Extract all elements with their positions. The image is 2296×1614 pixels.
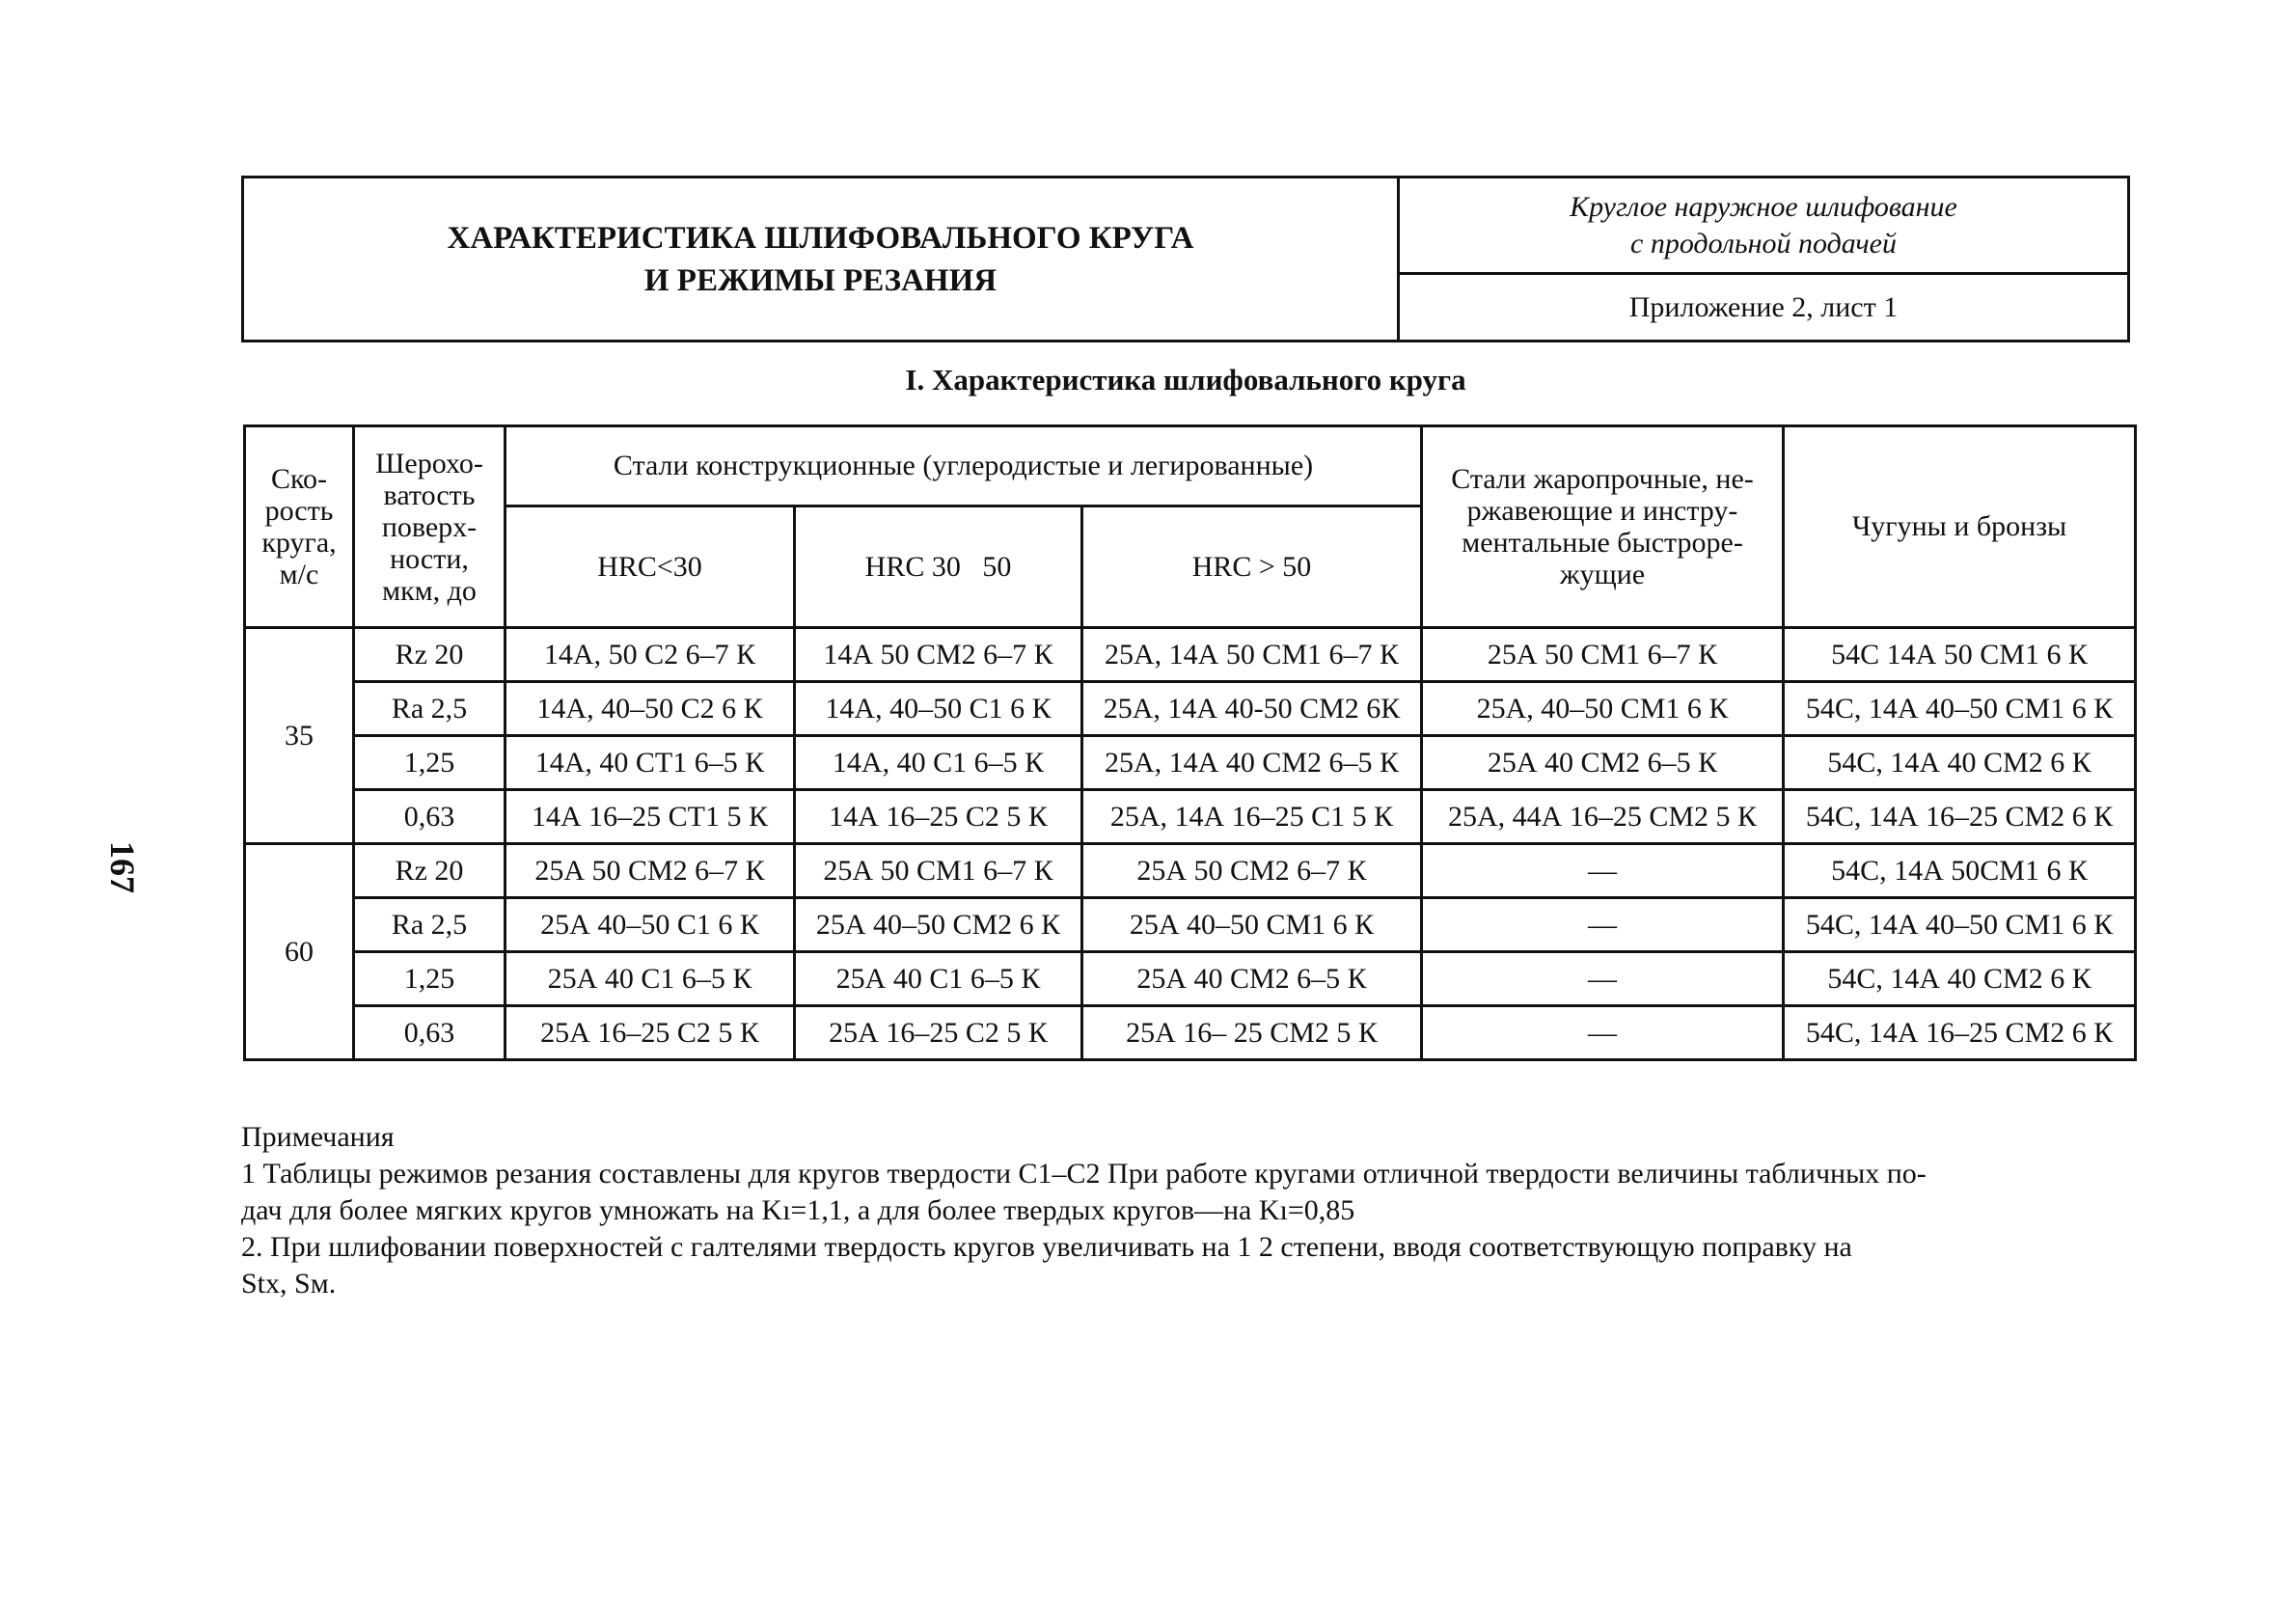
table-row: [245, 736, 2136, 790]
document-title-line-1: ХАРАКТЕРИСТИКА ШЛИФОВАЛЬНОГО КРУГА: [447, 220, 1194, 256]
roughness-cell: 0,63: [354, 1006, 506, 1060]
section-title: I. Характеристика шлифовального круга: [905, 363, 1466, 397]
heat-resistant-cell: —: [1422, 898, 1784, 952]
header-roughness-line: поверх-: [381, 510, 478, 543]
grinding-wheel-table: [243, 424, 2137, 1061]
hrc1-cell: 25А 16–25 С2 5 К: [506, 1006, 795, 1060]
cast-iron-cell: 54С, 14А 40 СМ2 6 К: [1784, 952, 2136, 1006]
wheel-speed-cell: 35: [245, 628, 354, 844]
header-roughness-line: ватость: [383, 479, 476, 511]
roughness-cell: 1,25: [354, 736, 506, 790]
roughness-cell: Rz 20: [354, 844, 506, 898]
roughness-cell: Ra 2,5: [354, 898, 506, 952]
hrc2-cell: 25А 40–50 СМ2 6 К: [795, 898, 1082, 952]
table-row: [245, 952, 2136, 1006]
hrc3-cell: 25А 16– 25 СМ2 5 К: [1082, 1006, 1422, 1060]
header-heat-line: жущие: [1559, 559, 1646, 590]
header-heat-line: Стали жаропрочные, не-: [1451, 463, 1754, 495]
process-name-line-2: с продольной подачей: [1630, 227, 1897, 260]
hrc3-cell: 25А, 14А 50 СМ1 6–7 К: [1082, 628, 1422, 682]
document-header: [241, 176, 2130, 342]
table-row: [245, 628, 2136, 682]
table-row: [245, 682, 2136, 736]
header-hrc-30-50: HRC 30 50: [795, 506, 1082, 628]
cast-iron-cell: 54С, 14А 16–25 СМ2 6 К: [1784, 790, 2136, 844]
cast-iron-cell: 54С, 14А 40 СМ2 6 К: [1784, 736, 2136, 790]
hrc1-cell: 25А 40–50 С1 6 К: [506, 898, 795, 952]
header-heat-resistant-steels: [1422, 426, 1784, 628]
header-structural-steels: Стали конструкционные (углеродистые и легированные): [506, 426, 1422, 506]
hrc3-cell: 25А, 14А 40 СМ2 6–5 К: [1082, 736, 1422, 790]
roughness-cell: Ra 2,5: [354, 682, 506, 736]
hrc3-cell: 25А 40 СМ2 6–5 К: [1082, 952, 1422, 1006]
process-name-line-1: Круглое наружное шлифование: [1570, 190, 1957, 223]
header-roughness-line: ности,: [390, 542, 469, 575]
heat-resistant-cell: 25А, 40–50 СМ1 6 К: [1422, 682, 1784, 736]
process-name: [1400, 178, 2130, 275]
heat-resistant-cell: —: [1422, 844, 1784, 898]
heat-resistant-cell: 25А 50 СМ1 6–7 К: [1422, 628, 1784, 682]
hrc1-cell: 25А 40 С1 6–5 К: [506, 952, 795, 1006]
hrc1-cell: 14А, 40–50 С2 6 К: [506, 682, 795, 736]
heat-resistant-cell: —: [1422, 1006, 1784, 1060]
header-roughness: [354, 426, 506, 628]
hrc1-cell: 14А, 50 С2 6–7 К: [506, 628, 795, 682]
header-wheel-speed-line: м/с: [279, 559, 319, 590]
document-title-line-2: И РЕЖИМЫ РЕЗАНИЯ: [643, 262, 998, 298]
heat-resistant-cell: —: [1422, 952, 1784, 1006]
table-row: [245, 898, 2136, 952]
header-heat-line: ментальные быстроре-: [1462, 527, 1743, 559]
hrc3-cell: 25А 40–50 СМ1 6 К: [1082, 898, 1422, 952]
table-row: [245, 844, 2136, 898]
page-number: 167: [103, 841, 142, 893]
document-title: [244, 178, 1400, 340]
heat-resistant-cell: 25А, 44А 16–25 СМ2 5 К: [1422, 790, 1784, 844]
heat-resistant-cell: 25А 40 СМ2 6–5 К: [1422, 736, 1784, 790]
cast-iron-cell: 54С, 14А 50СМ1 6 К: [1784, 844, 2136, 898]
header-cast-iron-bronze: Чугуны и бронзы: [1784, 426, 2136, 628]
note-line: 2. При шлифовании поверхностей с галтелями твердость кругов увеличивать на 1 2 степени, вводя соответствующую поправку на: [241, 1231, 1852, 1263]
table-row: [245, 1006, 2136, 1060]
cast-iron-cell: 54С, 14А 40–50 СМ1 6 К: [1784, 682, 2136, 736]
hrc2-cell: 14А, 40–50 С1 6 К: [795, 682, 1082, 736]
hrc2-cell: 25А 50 СМ1 6–7 К: [795, 844, 1082, 898]
header-wheel-speed: [245, 426, 354, 628]
hrc3-cell: 25А 50 СМ2 6–7 К: [1082, 844, 1422, 898]
header-wheel-speed-line: рость: [264, 495, 334, 527]
header-wheel-speed-line: круга,: [261, 527, 337, 559]
appendix-label: Приложение 2, лист 1: [1400, 275, 2130, 340]
hrc2-cell: 25А 16–25 С2 5 К: [795, 1006, 1082, 1060]
cast-iron-cell: 54С 14А 50 СМ1 6 К: [1784, 628, 2136, 682]
note-line: дач для более мягких кругов умножать на Kı=1,1, а для более твердых кругов—на Kı=0,85: [241, 1194, 1355, 1226]
table-row: [245, 790, 2136, 844]
hrc1-cell: 14А 16–25 СТ1 5 К: [506, 790, 795, 844]
hrc2-cell: 14А 16–25 С2 5 К: [795, 790, 1082, 844]
header-hrc-above-50: HRC > 50: [1082, 506, 1422, 628]
hrc2-cell: 25А 40 С1 6–5 К: [795, 952, 1082, 1006]
note-line: Stx, Sм.: [241, 1268, 337, 1299]
header-roughness-line: Шерохо-: [375, 447, 483, 479]
roughness-cell: Rz 20: [354, 628, 506, 682]
cast-iron-cell: 54С, 14А 40–50 СМ1 6 К: [1784, 898, 2136, 952]
header-wheel-speed-line: Ско-: [270, 463, 328, 495]
notes-title: Примечания: [241, 1121, 395, 1153]
hrc2-cell: 14А 50 СМ2 6–7 К: [795, 628, 1082, 682]
hrc2-cell: 14А, 40 С1 6–5 К: [795, 736, 1082, 790]
hrc1-cell: 25А 50 СМ2 6–7 К: [506, 844, 795, 898]
cast-iron-cell: 54С, 14А 16–25 СМ2 6 К: [1784, 1006, 2136, 1060]
roughness-cell: 0,63: [354, 790, 506, 844]
wheel-speed-cell: 60: [245, 844, 354, 1060]
notes-section: [241, 1119, 2132, 1302]
roughness-cell: 1,25: [354, 952, 506, 1006]
hrc1-cell: 14А, 40 СТ1 6–5 К: [506, 736, 795, 790]
hrc3-cell: 25А, 14А 40-50 СМ2 6К: [1082, 682, 1422, 736]
header-hrc-below-30: HRC<30: [506, 506, 795, 628]
hrc3-cell: 25А, 14А 16–25 С1 5 К: [1082, 790, 1422, 844]
note-line: 1 Таблицы режимов резания составлены для кругов твердости С1–С2 При работе кругами отличной твердости величины табличных по-: [241, 1158, 1927, 1190]
header-heat-line: ржавеющие и инстру-: [1466, 495, 1738, 527]
header-roughness-line: мкм, до: [382, 574, 477, 607]
